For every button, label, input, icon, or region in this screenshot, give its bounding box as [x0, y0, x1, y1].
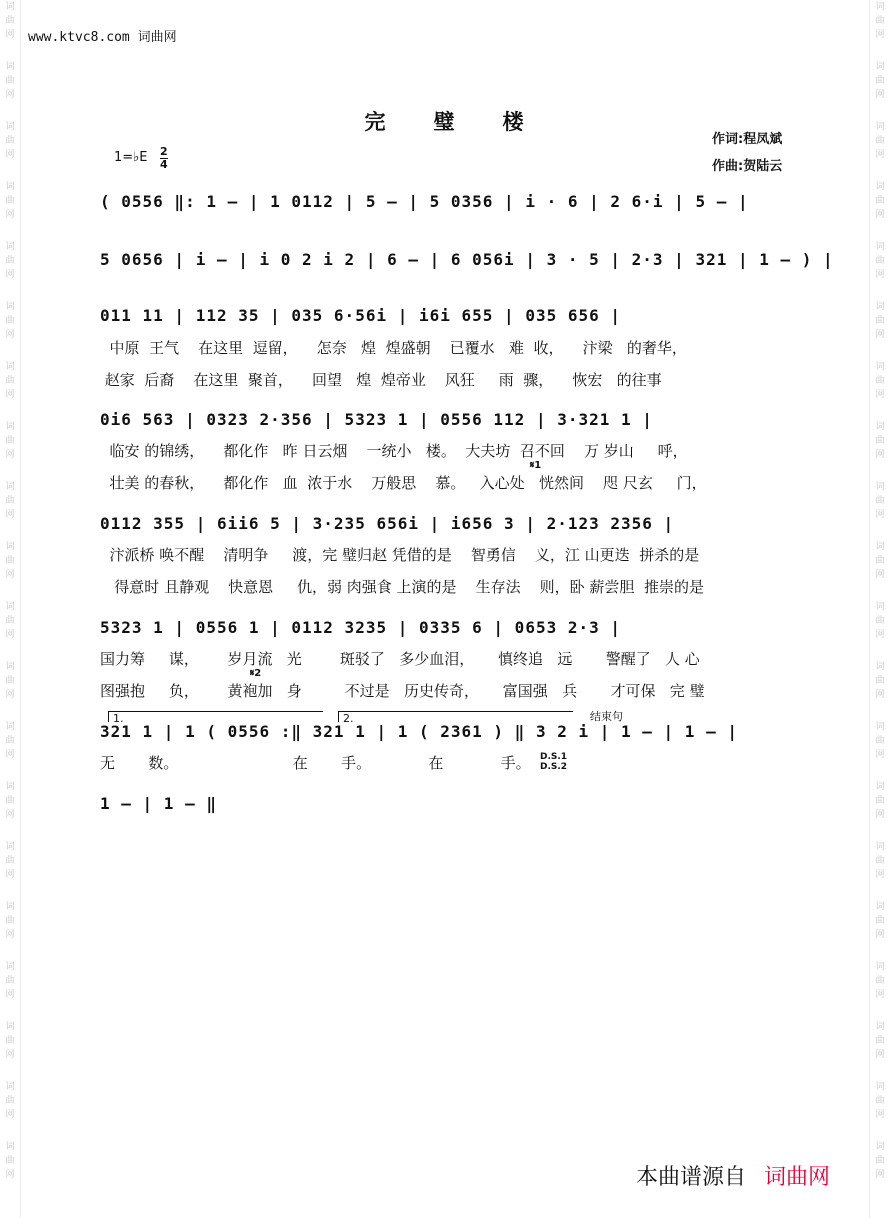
- ds-2-mark: D.S.2: [540, 762, 568, 772]
- watermark-text: 词 曲 网: [5, 842, 15, 880]
- da-segno-marks: [540, 752, 567, 772]
- first-ending-bracket: 1.: [108, 711, 323, 722]
- lyric-line: 无 数。 在 手。 在 手。: [100, 754, 531, 772]
- watermark-text: 词 曲 网: [875, 542, 885, 580]
- lyric-line: 赵家 后裔 在这里 聚首， 回望 煌 煌帝业 风狂 雨 骤， 恢宏 的往事: [100, 371, 662, 389]
- segno-1-mark: 𝄋1: [530, 460, 542, 471]
- watermark-text: 词 曲 网: [875, 2, 885, 40]
- watermark-text: 词 曲 网: [875, 242, 885, 280]
- watermark-text: 词 曲 网: [5, 302, 15, 340]
- score-line: ( 0556 ‖: 1 — | 1 0112 | 5 — | 5 0356 | i · 6 | 2 6·i | 5 — |: [100, 192, 749, 211]
- watermark-text: 词 曲 网: [875, 482, 885, 520]
- composer-credit: 作曲:贺陆云: [712, 159, 783, 174]
- watermark-text: 词 曲 网: [875, 842, 885, 880]
- watermark-text: 词 曲 网: [875, 662, 885, 700]
- watermark-text: 词 曲 网: [5, 122, 15, 160]
- watermark-text: 词 曲 网: [5, 422, 15, 460]
- watermark-text: 词 曲 网: [875, 722, 885, 760]
- score-line: 0i6 563 | 0323 2·356 | 5323 1 | 0556 112 | 3·321 1 |: [100, 410, 653, 429]
- meter-top: 2: [160, 145, 168, 158]
- watermark-text: 词 曲 网: [5, 602, 15, 640]
- lyric-line: 图强抱 负， 黄袍加 身 不过是 历史传奇， 富国强 兵 才可保 完 璧: [100, 682, 705, 700]
- song-title: 完 璧 楼: [364, 109, 526, 134]
- score-line: 5323 1 | 0556 1 | 0112 3235 | 0335 6 | 0653 2·3 |: [100, 618, 622, 637]
- watermark-text: 词 曲 网: [875, 122, 885, 160]
- second-ending-bracket: 2.: [338, 711, 573, 722]
- ending-phrase-label: 结束句: [590, 710, 623, 723]
- watermark-text: 词 曲 网: [5, 1082, 15, 1120]
- watermark-text: 词 曲 网: [5, 722, 15, 760]
- watermark-text: 词 曲 网: [875, 182, 885, 220]
- watermark-text: 词 曲 网: [5, 542, 15, 580]
- score-line: 0112 355 | 6ii6 5 | 3·235 656i | i656 3 | 2·123 2356 |: [100, 514, 675, 533]
- footer-site-logo: 词曲网: [764, 1165, 831, 1190]
- lyric-line: 国力筹 谋， 岁月流 光 斑驳了 多少血泪， 慎终追 远 警醒了 人 心: [100, 650, 700, 668]
- watermark-text: 词 曲 网: [875, 782, 885, 820]
- key-signature: 1=♭E: [114, 150, 148, 165]
- watermark-text: 词 曲 网: [875, 1142, 885, 1180]
- watermark-text: 词 曲 网: [875, 422, 885, 460]
- segno-2-mark: 𝄋2: [250, 668, 262, 679]
- watermark-text: 词 曲 网: [5, 662, 15, 700]
- score-line: 011 11 | 112 35 | 035 6·56i | i6i 655 | 035 656 |: [100, 306, 622, 325]
- watermark-text: 词 曲 网: [875, 62, 885, 100]
- lyric-line: 中原 王气 在这里 逗留， 怎奈 煌 煌盛朝 已覆水 难 收， 汴梁 的奢华，: [100, 339, 687, 357]
- watermark-text: 词 曲 网: [875, 302, 885, 340]
- watermark-text: 词 曲 网: [5, 1022, 15, 1060]
- lyric-line: 临安 的锦绣， 都化作 昨 日云烟 一统小 楼。 大夫坊 召不回 万 岁山 呼，: [100, 442, 688, 460]
- watermark-text: 词 曲 网: [5, 1142, 15, 1180]
- watermark-text: 词 曲 网: [875, 902, 885, 940]
- left-watermark-column: [0, 0, 21, 1218]
- watermark-text: 词 曲 网: [5, 62, 15, 100]
- footer-source-text: 本曲谱源自: [636, 1165, 747, 1190]
- lyricist-credit: 作词:程凤斌: [712, 132, 783, 147]
- score-line: 321 1 | 1 ( 0556 :‖ 321 1 | 1 ( 2361 ) ‖ 3 2 i | 1 — | 1 — |: [100, 722, 738, 741]
- watermark-text: 词 曲 网: [875, 362, 885, 400]
- watermark-text: 词 曲 网: [5, 482, 15, 520]
- lyric-line: 汴派桥 唤不醒 清明争 渡，完 璧归赵 凭借的是 智勇信 义，江 山更迭 拼杀的是: [100, 546, 700, 564]
- watermark-text: 词 曲 网: [5, 362, 15, 400]
- score-line: 1 — | 1 — ‖: [100, 794, 217, 813]
- right-watermark-column: [869, 0, 890, 1218]
- watermark-text: 词 曲 网: [875, 1022, 885, 1060]
- watermark-text: 词 曲 网: [875, 1082, 885, 1120]
- site-url: www.ktvc8.com 词曲网: [28, 30, 177, 45]
- watermark-text: 词 曲 网: [875, 602, 885, 640]
- score-line: 5 0656 | i — | i 0 2 i 2 | 6 — | 6 056i | 3 · 5 | 2·3 | 321 | 1 — ) |: [100, 250, 834, 269]
- watermark-text: 词 曲 网: [875, 962, 885, 1000]
- footer-source: [636, 1160, 830, 1191]
- watermark-text: 词 曲 网: [5, 782, 15, 820]
- watermark-text: 词 曲 网: [5, 902, 15, 940]
- watermark-text: 词 曲 网: [5, 962, 15, 1000]
- lyric-line: 得意时 且静观 快意恩 仇，弱 肉强食 上演的是 生存法 则，卧 薪尝胆 推崇的是: [100, 578, 704, 596]
- ds-1-mark: D.S.1: [540, 752, 568, 762]
- watermark-text: 词 曲 网: [5, 2, 15, 40]
- time-signature: [160, 146, 168, 171]
- watermark-text: 词 曲 网: [5, 242, 15, 280]
- watermark-text: 词 曲 网: [5, 182, 15, 220]
- lyric-line: 壮美 的春秋， 都化作 血 浓于水 万般思 慕。 入心处 恍然间 咫 尺玄 门，: [100, 474, 707, 492]
- meter-bottom: 4: [160, 158, 168, 171]
